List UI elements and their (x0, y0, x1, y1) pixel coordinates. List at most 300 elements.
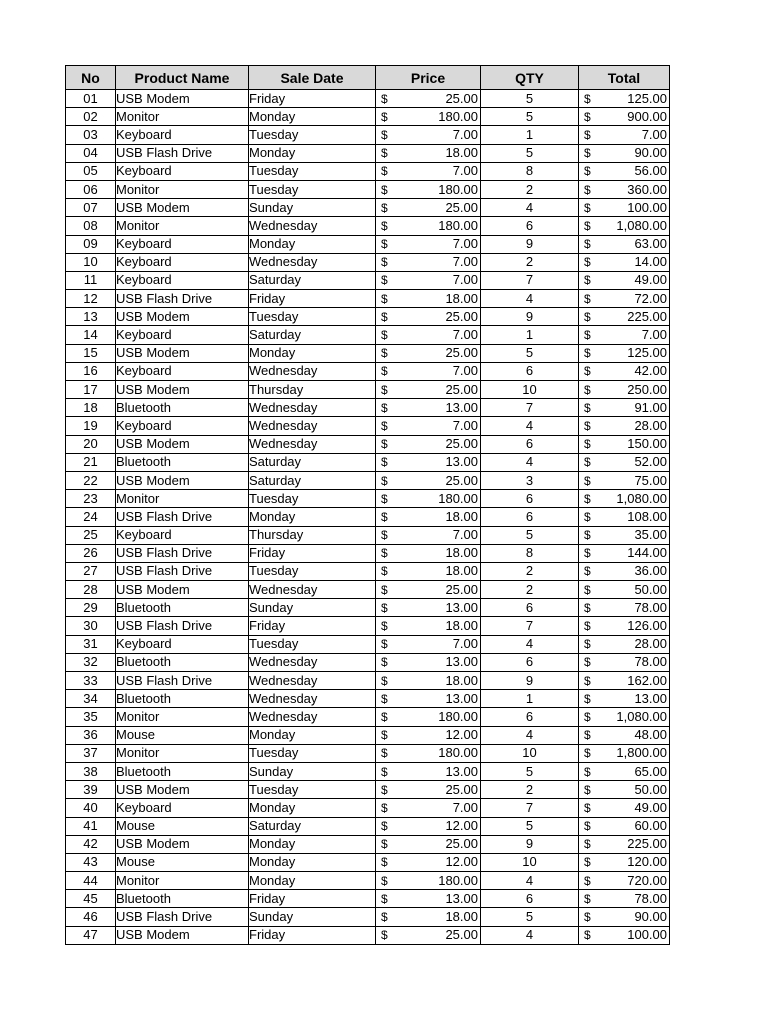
cell-product-name[interactable]: USB Modem (116, 835, 249, 853)
cell-price[interactable] (376, 926, 481, 944)
cell-no[interactable]: 18 (66, 399, 116, 417)
cell-price[interactable] (376, 908, 481, 926)
cell-price[interactable] (376, 872, 481, 890)
cell-no[interactable]: 38 (66, 762, 116, 780)
cell-sale-date[interactable]: Monday (249, 853, 376, 871)
cell-product-name[interactable]: USB Flash Drive (116, 508, 249, 526)
cell-price[interactable] (376, 453, 481, 471)
cell-qty[interactable]: 6 (481, 490, 579, 508)
cell-qty[interactable]: 6 (481, 599, 579, 617)
header-product-name[interactable]: Product Name (116, 66, 249, 90)
cell-total[interactable] (579, 599, 670, 617)
cell-price[interactable] (376, 271, 481, 289)
header-no[interactable]: No (66, 66, 116, 90)
cell-qty[interactable]: 4 (481, 453, 579, 471)
cell-price[interactable] (376, 362, 481, 380)
cell-price[interactable] (376, 381, 481, 399)
cell-price[interactable] (376, 526, 481, 544)
cell-sale-date[interactable]: Friday (249, 617, 376, 635)
cell-price[interactable] (376, 217, 481, 235)
cell-price[interactable] (376, 344, 481, 362)
cell-no[interactable]: 14 (66, 326, 116, 344)
cell-price[interactable] (376, 708, 481, 726)
cell-qty[interactable]: 4 (481, 872, 579, 890)
cell-price[interactable] (376, 853, 481, 871)
cell-sale-date[interactable]: Sunday (249, 908, 376, 926)
cell-qty[interactable]: 6 (481, 435, 579, 453)
cell-price[interactable] (376, 508, 481, 526)
cell-total[interactable] (579, 762, 670, 780)
cell-sale-date[interactable]: Tuesday (249, 180, 376, 198)
cell-product-name[interactable]: USB Modem (116, 471, 249, 489)
cell-no[interactable]: 11 (66, 271, 116, 289)
header-sale-date[interactable]: Sale Date (249, 66, 376, 90)
cell-sale-date[interactable]: Friday (249, 890, 376, 908)
cell-no[interactable]: 28 (66, 581, 116, 599)
cell-product-name[interactable]: Keyboard (116, 235, 249, 253)
cell-no[interactable]: 39 (66, 781, 116, 799)
cell-product-name[interactable]: USB Modem (116, 781, 249, 799)
cell-sale-date[interactable]: Saturday (249, 453, 376, 471)
cell-sale-date[interactable]: Monday (249, 835, 376, 853)
cell-total[interactable] (579, 690, 670, 708)
cell-price[interactable] (376, 435, 481, 453)
cell-sale-date[interactable]: Friday (249, 90, 376, 108)
total-value: 91.00 (634, 399, 667, 415)
cell-product-name[interactable]: Monitor (116, 872, 249, 890)
cell-qty[interactable]: 7 (481, 617, 579, 635)
cell-price[interactable] (376, 581, 481, 599)
cell-product-name[interactable]: Keyboard (116, 799, 249, 817)
cell-price[interactable] (376, 599, 481, 617)
total-value: 78.00 (634, 654, 667, 670)
cell-no[interactable]: 32 (66, 653, 116, 671)
cell-qty[interactable]: 1 (481, 126, 579, 144)
cell-qty[interactable]: 7 (481, 399, 579, 417)
currency-symbol: $ (584, 655, 591, 670)
currency-symbol: $ (584, 528, 591, 543)
cell-total[interactable] (579, 90, 670, 108)
cell-no[interactable]: 34 (66, 690, 116, 708)
currency-symbol: $ (381, 582, 388, 597)
cell-sale-date[interactable]: Monday (249, 726, 376, 744)
cell-price[interactable] (376, 690, 481, 708)
cell-no[interactable]: 25 (66, 526, 116, 544)
cell-no[interactable]: 31 (66, 635, 116, 653)
cell-price[interactable] (376, 90, 481, 108)
cell-sale-date[interactable]: Wednesday (249, 581, 376, 599)
cell-qty[interactable]: 8 (481, 544, 579, 562)
cell-no[interactable]: 01 (66, 90, 116, 108)
cell-total[interactable] (579, 308, 670, 326)
cell-total[interactable] (579, 926, 670, 944)
total-value: 48.00 (634, 727, 667, 743)
cell-sale-date[interactable]: Saturday (249, 326, 376, 344)
cell-total[interactable] (579, 908, 670, 926)
cell-product-name[interactable]: Bluetooth (116, 599, 249, 617)
cell-sale-date[interactable]: Monday (249, 108, 376, 126)
cell-no[interactable]: 24 (66, 508, 116, 526)
cell-qty[interactable]: 2 (481, 253, 579, 271)
cell-product-name[interactable]: Keyboard (116, 526, 249, 544)
currency-symbol: $ (381, 891, 388, 906)
cell-price[interactable] (376, 744, 481, 762)
cell-total[interactable] (579, 872, 670, 890)
cell-price[interactable] (376, 781, 481, 799)
cell-total[interactable] (579, 635, 670, 653)
cell-product-name[interactable]: USB Modem (116, 926, 249, 944)
cell-no[interactable]: 02 (66, 108, 116, 126)
cell-sale-date[interactable]: Tuesday (249, 308, 376, 326)
cell-sale-date[interactable]: Monday (249, 508, 376, 526)
cell-total[interactable] (579, 108, 670, 126)
cell-total[interactable] (579, 362, 670, 380)
cell-sale-date[interactable]: Monday (249, 144, 376, 162)
cell-qty[interactable]: 10 (481, 853, 579, 871)
cell-total[interactable] (579, 162, 670, 180)
currency-symbol: $ (584, 782, 591, 797)
cell-total[interactable] (579, 453, 670, 471)
cell-total[interactable] (579, 180, 670, 198)
cell-price[interactable] (376, 144, 481, 162)
cell-price[interactable] (376, 235, 481, 253)
cell-qty[interactable]: 3 (481, 471, 579, 489)
cell-no[interactable]: 42 (66, 835, 116, 853)
cell-qty[interactable]: 6 (481, 653, 579, 671)
cell-no[interactable]: 23 (66, 490, 116, 508)
cell-sale-date[interactable]: Tuesday (249, 562, 376, 580)
cell-qty[interactable]: 10 (481, 744, 579, 762)
cell-no[interactable]: 04 (66, 144, 116, 162)
cell-total[interactable] (579, 344, 670, 362)
cell-price[interactable] (376, 762, 481, 780)
cell-no[interactable]: 20 (66, 435, 116, 453)
cell-no[interactable]: 10 (66, 253, 116, 271)
cell-qty[interactable]: 2 (481, 581, 579, 599)
cell-product-name[interactable]: Bluetooth (116, 399, 249, 417)
cell-total[interactable] (579, 290, 670, 308)
cell-total[interactable] (579, 144, 670, 162)
cell-price[interactable] (376, 544, 481, 562)
cell-price[interactable] (376, 290, 481, 308)
cell-sale-date[interactable]: Tuesday (249, 744, 376, 762)
cell-total[interactable] (579, 253, 670, 271)
cell-qty[interactable]: 10 (481, 381, 579, 399)
cell-no[interactable]: 12 (66, 290, 116, 308)
cell-product-name[interactable]: USB Flash Drive (116, 144, 249, 162)
cell-total[interactable] (579, 217, 670, 235)
cell-sale-date[interactable]: Friday (249, 290, 376, 308)
cell-no[interactable]: 46 (66, 908, 116, 926)
cell-sale-date[interactable]: Sunday (249, 599, 376, 617)
cell-sale-date[interactable]: Sunday (249, 762, 376, 780)
cell-price[interactable] (376, 126, 481, 144)
cell-total[interactable] (579, 126, 670, 144)
cell-no[interactable]: 27 (66, 562, 116, 580)
cell-sale-date[interactable]: Thursday (249, 381, 376, 399)
cell-qty[interactable]: 4 (481, 199, 579, 217)
cell-qty[interactable]: 7 (481, 271, 579, 289)
cell-no[interactable]: 08 (66, 217, 116, 235)
cell-product-name[interactable]: Bluetooth (116, 762, 249, 780)
cell-product-name[interactable]: Monitor (116, 744, 249, 762)
header-price[interactable]: Price (376, 66, 481, 90)
cell-sale-date[interactable]: Tuesday (249, 635, 376, 653)
cell-price[interactable] (376, 799, 481, 817)
cell-price[interactable] (376, 308, 481, 326)
cell-no[interactable]: 13 (66, 308, 116, 326)
cell-product-name[interactable]: USB Modem (116, 381, 249, 399)
cell-qty[interactable]: 5 (481, 90, 579, 108)
cell-qty[interactable]: 4 (481, 290, 579, 308)
cell-price[interactable] (376, 108, 481, 126)
cell-qty[interactable]: 6 (481, 508, 579, 526)
cell-price[interactable] (376, 817, 481, 835)
cell-product-name[interactable]: USB Modem (116, 308, 249, 326)
cell-sale-date[interactable]: Saturday (249, 471, 376, 489)
cell-price[interactable] (376, 326, 481, 344)
cell-total[interactable] (579, 672, 670, 690)
cell-no[interactable]: 37 (66, 744, 116, 762)
cell-qty[interactable]: 5 (481, 108, 579, 126)
cell-sale-date[interactable]: Wednesday (249, 253, 376, 271)
cell-qty[interactable]: 9 (481, 835, 579, 853)
cell-total[interactable] (579, 817, 670, 835)
cell-qty[interactable]: 4 (481, 926, 579, 944)
cell-no[interactable]: 21 (66, 453, 116, 471)
cell-total[interactable] (579, 435, 670, 453)
cell-sale-date[interactable]: Friday (249, 926, 376, 944)
cell-no[interactable]: 06 (66, 180, 116, 198)
cell-total[interactable] (579, 799, 670, 817)
cell-price[interactable] (376, 653, 481, 671)
cell-no[interactable]: 33 (66, 672, 116, 690)
currency-symbol: $ (381, 255, 388, 270)
price-value: 180.00 (438, 181, 478, 197)
cell-qty[interactable]: 6 (481, 362, 579, 380)
cell-total[interactable] (579, 199, 670, 217)
cell-qty[interactable]: 1 (481, 690, 579, 708)
cell-sale-date[interactable]: Tuesday (249, 162, 376, 180)
cell-qty[interactable]: 9 (481, 672, 579, 690)
cell-total[interactable] (579, 835, 670, 853)
cell-product-name[interactable]: USB Flash Drive (116, 908, 249, 926)
cell-sale-date[interactable]: Saturday (249, 817, 376, 835)
cell-product-name[interactable]: Monitor (116, 217, 249, 235)
cell-total[interactable] (579, 890, 670, 908)
cell-total[interactable] (579, 653, 670, 671)
cell-product-name[interactable]: USB Modem (116, 344, 249, 362)
cell-product-name[interactable]: USB Modem (116, 435, 249, 453)
cell-total[interactable] (579, 853, 670, 871)
cell-product-name[interactable]: Bluetooth (116, 453, 249, 471)
cell-qty[interactable]: 5 (481, 526, 579, 544)
cell-price[interactable] (376, 471, 481, 489)
cell-price[interactable] (376, 162, 481, 180)
cell-sale-date[interactable]: Wednesday (249, 417, 376, 435)
cell-sale-date[interactable]: Monday (249, 344, 376, 362)
cell-no[interactable]: 41 (66, 817, 116, 835)
cell-no[interactable]: 44 (66, 872, 116, 890)
cell-total[interactable] (579, 708, 670, 726)
cell-product-name[interactable]: Bluetooth (116, 690, 249, 708)
price-value: 13.00 (445, 763, 478, 779)
cell-price[interactable] (376, 672, 481, 690)
cell-price[interactable] (376, 490, 481, 508)
cell-total[interactable] (579, 617, 670, 635)
cell-price[interactable] (376, 562, 481, 580)
cell-no[interactable]: 17 (66, 381, 116, 399)
cell-product-name[interactable]: Keyboard (116, 417, 249, 435)
cell-sale-date[interactable]: Wednesday (249, 708, 376, 726)
cell-total[interactable] (579, 508, 670, 526)
cell-total[interactable] (579, 781, 670, 799)
cell-total[interactable] (579, 581, 670, 599)
cell-total[interactable] (579, 490, 670, 508)
cell-total[interactable] (579, 471, 670, 489)
cell-sale-date[interactable]: Wednesday (249, 435, 376, 453)
cell-no[interactable]: 03 (66, 126, 116, 144)
cell-qty[interactable]: 4 (481, 635, 579, 653)
cell-product-name[interactable]: Keyboard (116, 635, 249, 653)
cell-qty[interactable]: 2 (481, 562, 579, 580)
cell-product-name[interactable]: Monitor (116, 708, 249, 726)
cell-sale-date[interactable]: Monday (249, 872, 376, 890)
cell-no[interactable]: 35 (66, 708, 116, 726)
cell-qty[interactable]: 6 (481, 708, 579, 726)
cell-total[interactable] (579, 326, 670, 344)
cell-product-name[interactable]: Keyboard (116, 271, 249, 289)
cell-no[interactable]: 16 (66, 362, 116, 380)
cell-no[interactable]: 07 (66, 199, 116, 217)
cell-total[interactable] (579, 726, 670, 744)
cell-product-name[interactable]: Bluetooth (116, 653, 249, 671)
currency-symbol: $ (381, 637, 388, 652)
cell-total[interactable] (579, 744, 670, 762)
cell-no[interactable]: 45 (66, 890, 116, 908)
cell-qty[interactable]: 4 (481, 417, 579, 435)
cell-no[interactable]: 36 (66, 726, 116, 744)
cell-total[interactable] (579, 381, 670, 399)
cell-price[interactable] (376, 890, 481, 908)
cell-qty[interactable]: 1 (481, 326, 579, 344)
cell-total[interactable] (579, 526, 670, 544)
cell-sale-date[interactable]: Saturday (249, 271, 376, 289)
cell-total[interactable] (579, 235, 670, 253)
cell-no[interactable]: 15 (66, 344, 116, 362)
cell-qty[interactable]: 8 (481, 162, 579, 180)
cell-qty[interactable]: 6 (481, 217, 579, 235)
cell-product-name[interactable]: USB Modem (116, 90, 249, 108)
cell-sale-date[interactable]: Tuesday (249, 126, 376, 144)
cell-sale-date[interactable]: Wednesday (249, 690, 376, 708)
cell-qty[interactable]: 2 (481, 180, 579, 198)
cell-product-name[interactable]: Monitor (116, 108, 249, 126)
cell-price[interactable] (376, 399, 481, 417)
cell-total[interactable] (579, 417, 670, 435)
cell-product-name[interactable]: Keyboard (116, 162, 249, 180)
cell-product-name[interactable]: Keyboard (116, 362, 249, 380)
cell-price[interactable] (376, 199, 481, 217)
cell-price[interactable] (376, 835, 481, 853)
cell-sale-date[interactable]: Wednesday (249, 653, 376, 671)
cell-total[interactable] (579, 544, 670, 562)
cell-sale-date[interactable]: Thursday (249, 526, 376, 544)
cell-no[interactable]: 30 (66, 617, 116, 635)
cell-price[interactable] (376, 253, 481, 271)
cell-product-name[interactable]: USB Flash Drive (116, 544, 249, 562)
cell-product-name[interactable]: USB Flash Drive (116, 672, 249, 690)
cell-price[interactable] (376, 726, 481, 744)
cell-no[interactable]: 19 (66, 417, 116, 435)
cell-qty[interactable]: 6 (481, 890, 579, 908)
cell-product-name[interactable]: USB Modem (116, 581, 249, 599)
cell-no[interactable]: 43 (66, 853, 116, 871)
cell-no[interactable]: 47 (66, 926, 116, 944)
cell-sale-date[interactable]: Sunday (249, 199, 376, 217)
cell-qty[interactable]: 5 (481, 344, 579, 362)
cell-no[interactable]: 29 (66, 599, 116, 617)
header-qty[interactable]: QTY (481, 66, 579, 90)
cell-sale-date[interactable]: Monday (249, 799, 376, 817)
cell-qty[interactable]: 5 (481, 908, 579, 926)
cell-product-name[interactable]: Mouse (116, 853, 249, 871)
header-total[interactable]: Total (579, 66, 670, 90)
cell-price[interactable] (376, 635, 481, 653)
cell-qty[interactable]: 5 (481, 762, 579, 780)
cell-qty[interactable]: 7 (481, 799, 579, 817)
cell-no[interactable]: 09 (66, 235, 116, 253)
cell-price[interactable] (376, 617, 481, 635)
cell-no[interactable]: 22 (66, 471, 116, 489)
cell-total[interactable] (579, 271, 670, 289)
cell-qty[interactable]: 5 (481, 817, 579, 835)
cell-total[interactable] (579, 399, 670, 417)
cell-no[interactable]: 40 (66, 799, 116, 817)
cell-qty[interactable]: 5 (481, 144, 579, 162)
cell-sale-date[interactable]: Wednesday (249, 672, 376, 690)
cell-product-name[interactable]: Keyboard (116, 126, 249, 144)
cell-price[interactable] (376, 180, 481, 198)
cell-qty[interactable]: 2 (481, 781, 579, 799)
cell-sale-date[interactable]: Wednesday (249, 217, 376, 235)
cell-product-name[interactable]: Monitor (116, 490, 249, 508)
cell-product-name[interactable]: USB Flash Drive (116, 290, 249, 308)
cell-product-name[interactable]: USB Modem (116, 199, 249, 217)
cell-product-name[interactable]: Mouse (116, 726, 249, 744)
cell-product-name[interactable]: Bluetooth (116, 890, 249, 908)
cell-sale-date[interactable]: Tuesday (249, 781, 376, 799)
cell-product-name[interactable]: Monitor (116, 180, 249, 198)
cell-product-name[interactable]: USB Flash Drive (116, 617, 249, 635)
cell-qty[interactable]: 9 (481, 308, 579, 326)
cell-product-name[interactable]: Keyboard (116, 326, 249, 344)
cell-price[interactable] (376, 417, 481, 435)
cell-qty[interactable]: 9 (481, 235, 579, 253)
cell-product-name[interactable]: Keyboard (116, 253, 249, 271)
cell-product-name[interactable]: USB Flash Drive (116, 562, 249, 580)
cell-sale-date[interactable]: Wednesday (249, 362, 376, 380)
cell-no[interactable]: 05 (66, 162, 116, 180)
cell-qty[interactable]: 4 (481, 726, 579, 744)
cell-sale-date[interactable]: Monday (249, 235, 376, 253)
cell-no[interactable]: 26 (66, 544, 116, 562)
cell-sale-date[interactable]: Wednesday (249, 399, 376, 417)
cell-sale-date[interactable]: Tuesday (249, 490, 376, 508)
cell-product-name[interactable]: Mouse (116, 817, 249, 835)
cell-total[interactable] (579, 562, 670, 580)
cell-sale-date[interactable]: Friday (249, 544, 376, 562)
